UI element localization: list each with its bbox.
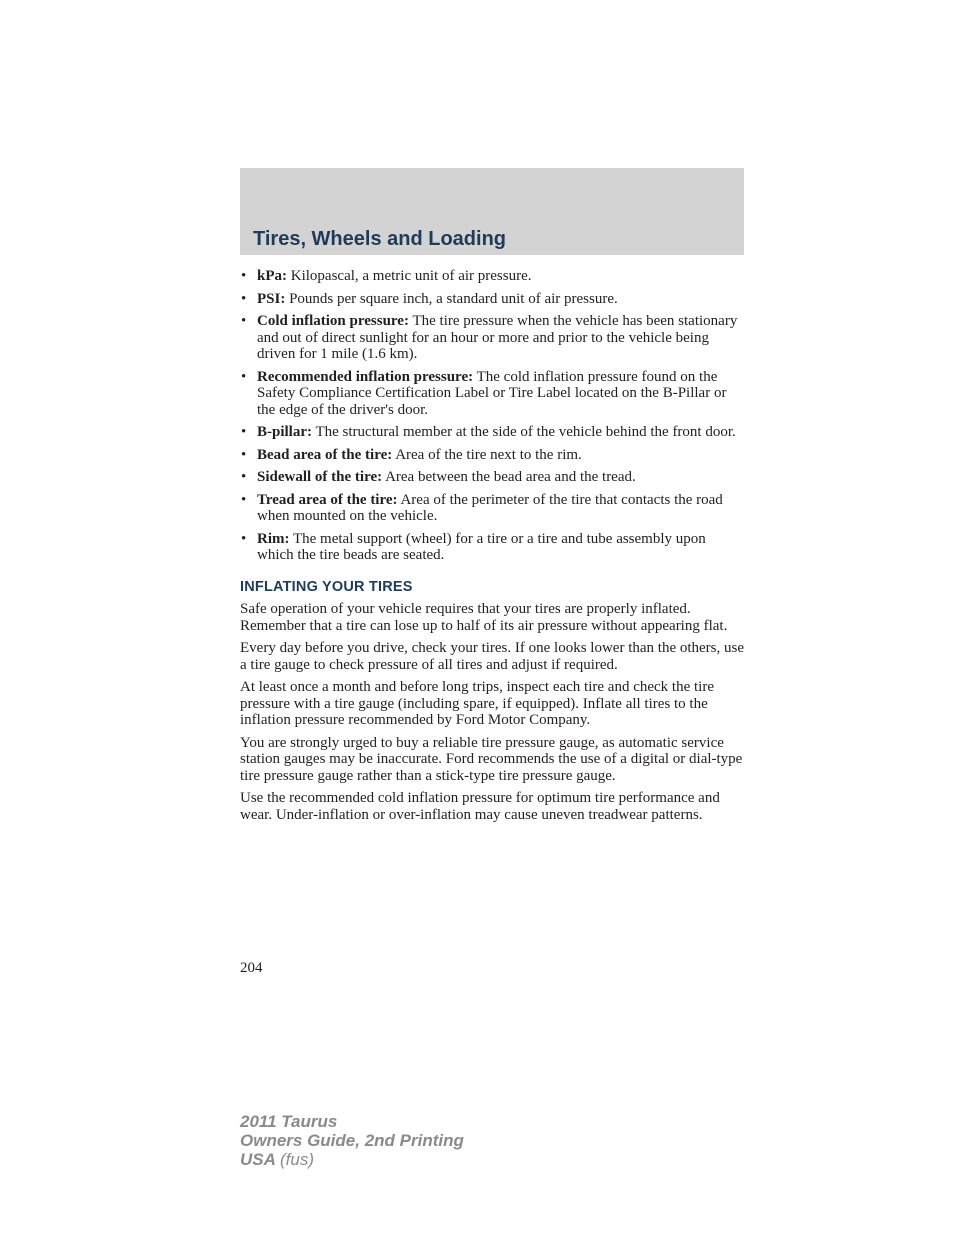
page-number: 204 (240, 960, 263, 976)
footer-model: 2011 Taurus (240, 1112, 338, 1131)
list-item (240, 313, 746, 363)
definition-term: kPa: (257, 268, 287, 284)
list-item (240, 424, 746, 441)
definition-term: Sidewall of the tire: (257, 469, 383, 485)
paragraph: At least once a month and before long trips, inspect each tire and check the tire pressure with a tire gauge (including spare, if equipped). Inflate all tires to the inflation pressure recommended by Ford Motor Company. (240, 679, 714, 728)
list-item (240, 369, 746, 419)
definition-term: Recommended inflation pressure: (257, 368, 474, 385)
definition-text: Area between the bead area and the tread. (385, 469, 636, 485)
definition-text: Area of the tire next to the rim. (395, 446, 582, 463)
list-item (240, 268, 746, 285)
section-header-band (240, 168, 744, 255)
bullet-icon: • (241, 469, 247, 485)
list-item (240, 447, 746, 464)
page-content (240, 268, 746, 829)
bullet-icon: • (241, 368, 247, 385)
footer-edition: Owners Guide, 2nd Printing (240, 1131, 464, 1150)
list-item (240, 531, 746, 564)
definition-text: The cold inflation pressure found on the Safety Compliance Certification Label or Tire Label located on the B-Pillar or the edge of the driver's door. (257, 368, 727, 418)
definition-term: B-pillar: (257, 424, 312, 440)
bullet-icon: • (241, 290, 247, 307)
definition-text: The structural member at the side of the vehicle behind the front door. (315, 424, 736, 440)
list-item (240, 469, 746, 486)
paragraph: Use the recommended cold inflation pressure for optimum tire performance and wear. Under-inflation or over-inflation may cause uneven treadwear patterns. (240, 790, 720, 823)
footer-region (240, 1150, 464, 1169)
section-heading: INFLATING YOUR TIRES (240, 578, 413, 595)
bullet-icon: • (241, 530, 247, 547)
footer-region-code: (fus) (280, 1150, 314, 1169)
paragraph: Safe operation of your vehicle requires that your tires are properly inflated. Remember that a tire can lose up to half of its air pressure without appearing flat. (240, 601, 728, 634)
definition-term: Cold inflation pressure: (257, 313, 409, 329)
footer (240, 1112, 464, 1169)
definition-list (240, 268, 746, 564)
definition-term: Bead area of the tire: (257, 446, 393, 463)
bullet-icon: • (241, 268, 247, 284)
definition-term: PSI: (257, 290, 286, 307)
bullet-icon: • (241, 491, 247, 508)
definition-text: The metal support (wheel) for a tire or a tire and tube assembly upon which the tire beads are seated. (257, 530, 706, 563)
definition-text: Kilopascal, a metric unit of air pressure. (290, 268, 532, 284)
bullet-icon: • (241, 313, 247, 329)
definition-text: Area of the perimeter of the tire that contacts the road when mounted on the vehicle. (257, 491, 723, 524)
list-item (240, 291, 746, 308)
bullet-icon: • (241, 446, 247, 463)
definition-text: Pounds per square inch, a standard unit of air pressure. (289, 290, 618, 307)
definition-term: Tread area of the tire: (257, 491, 398, 508)
footer-region-main: USA (240, 1150, 276, 1169)
definition-term: Rim: (257, 530, 290, 547)
section-title: Tires, Wheels and Loading (253, 228, 507, 250)
paragraph: You are strongly urged to buy a reliable tire pressure gauge, as automatic service station gauges may be inaccurate. Ford recommends the use of a digital or dial-type tire pressure gauge rather than a stick-type tire pressure gauge. (240, 734, 743, 784)
bullet-icon: • (241, 424, 247, 440)
definition-text: The tire pressure when the vehicle has been stationary and out of direct sunlight for an hour or more and prior to the vehicle being driven for 1 mile (1.6 km). (257, 313, 738, 362)
paragraph: Every day before you drive, check your tires. If one looks lower than the others, use a tire gauge to check pressure of all tires and adjust if required. (240, 640, 745, 673)
list-item (240, 492, 746, 525)
